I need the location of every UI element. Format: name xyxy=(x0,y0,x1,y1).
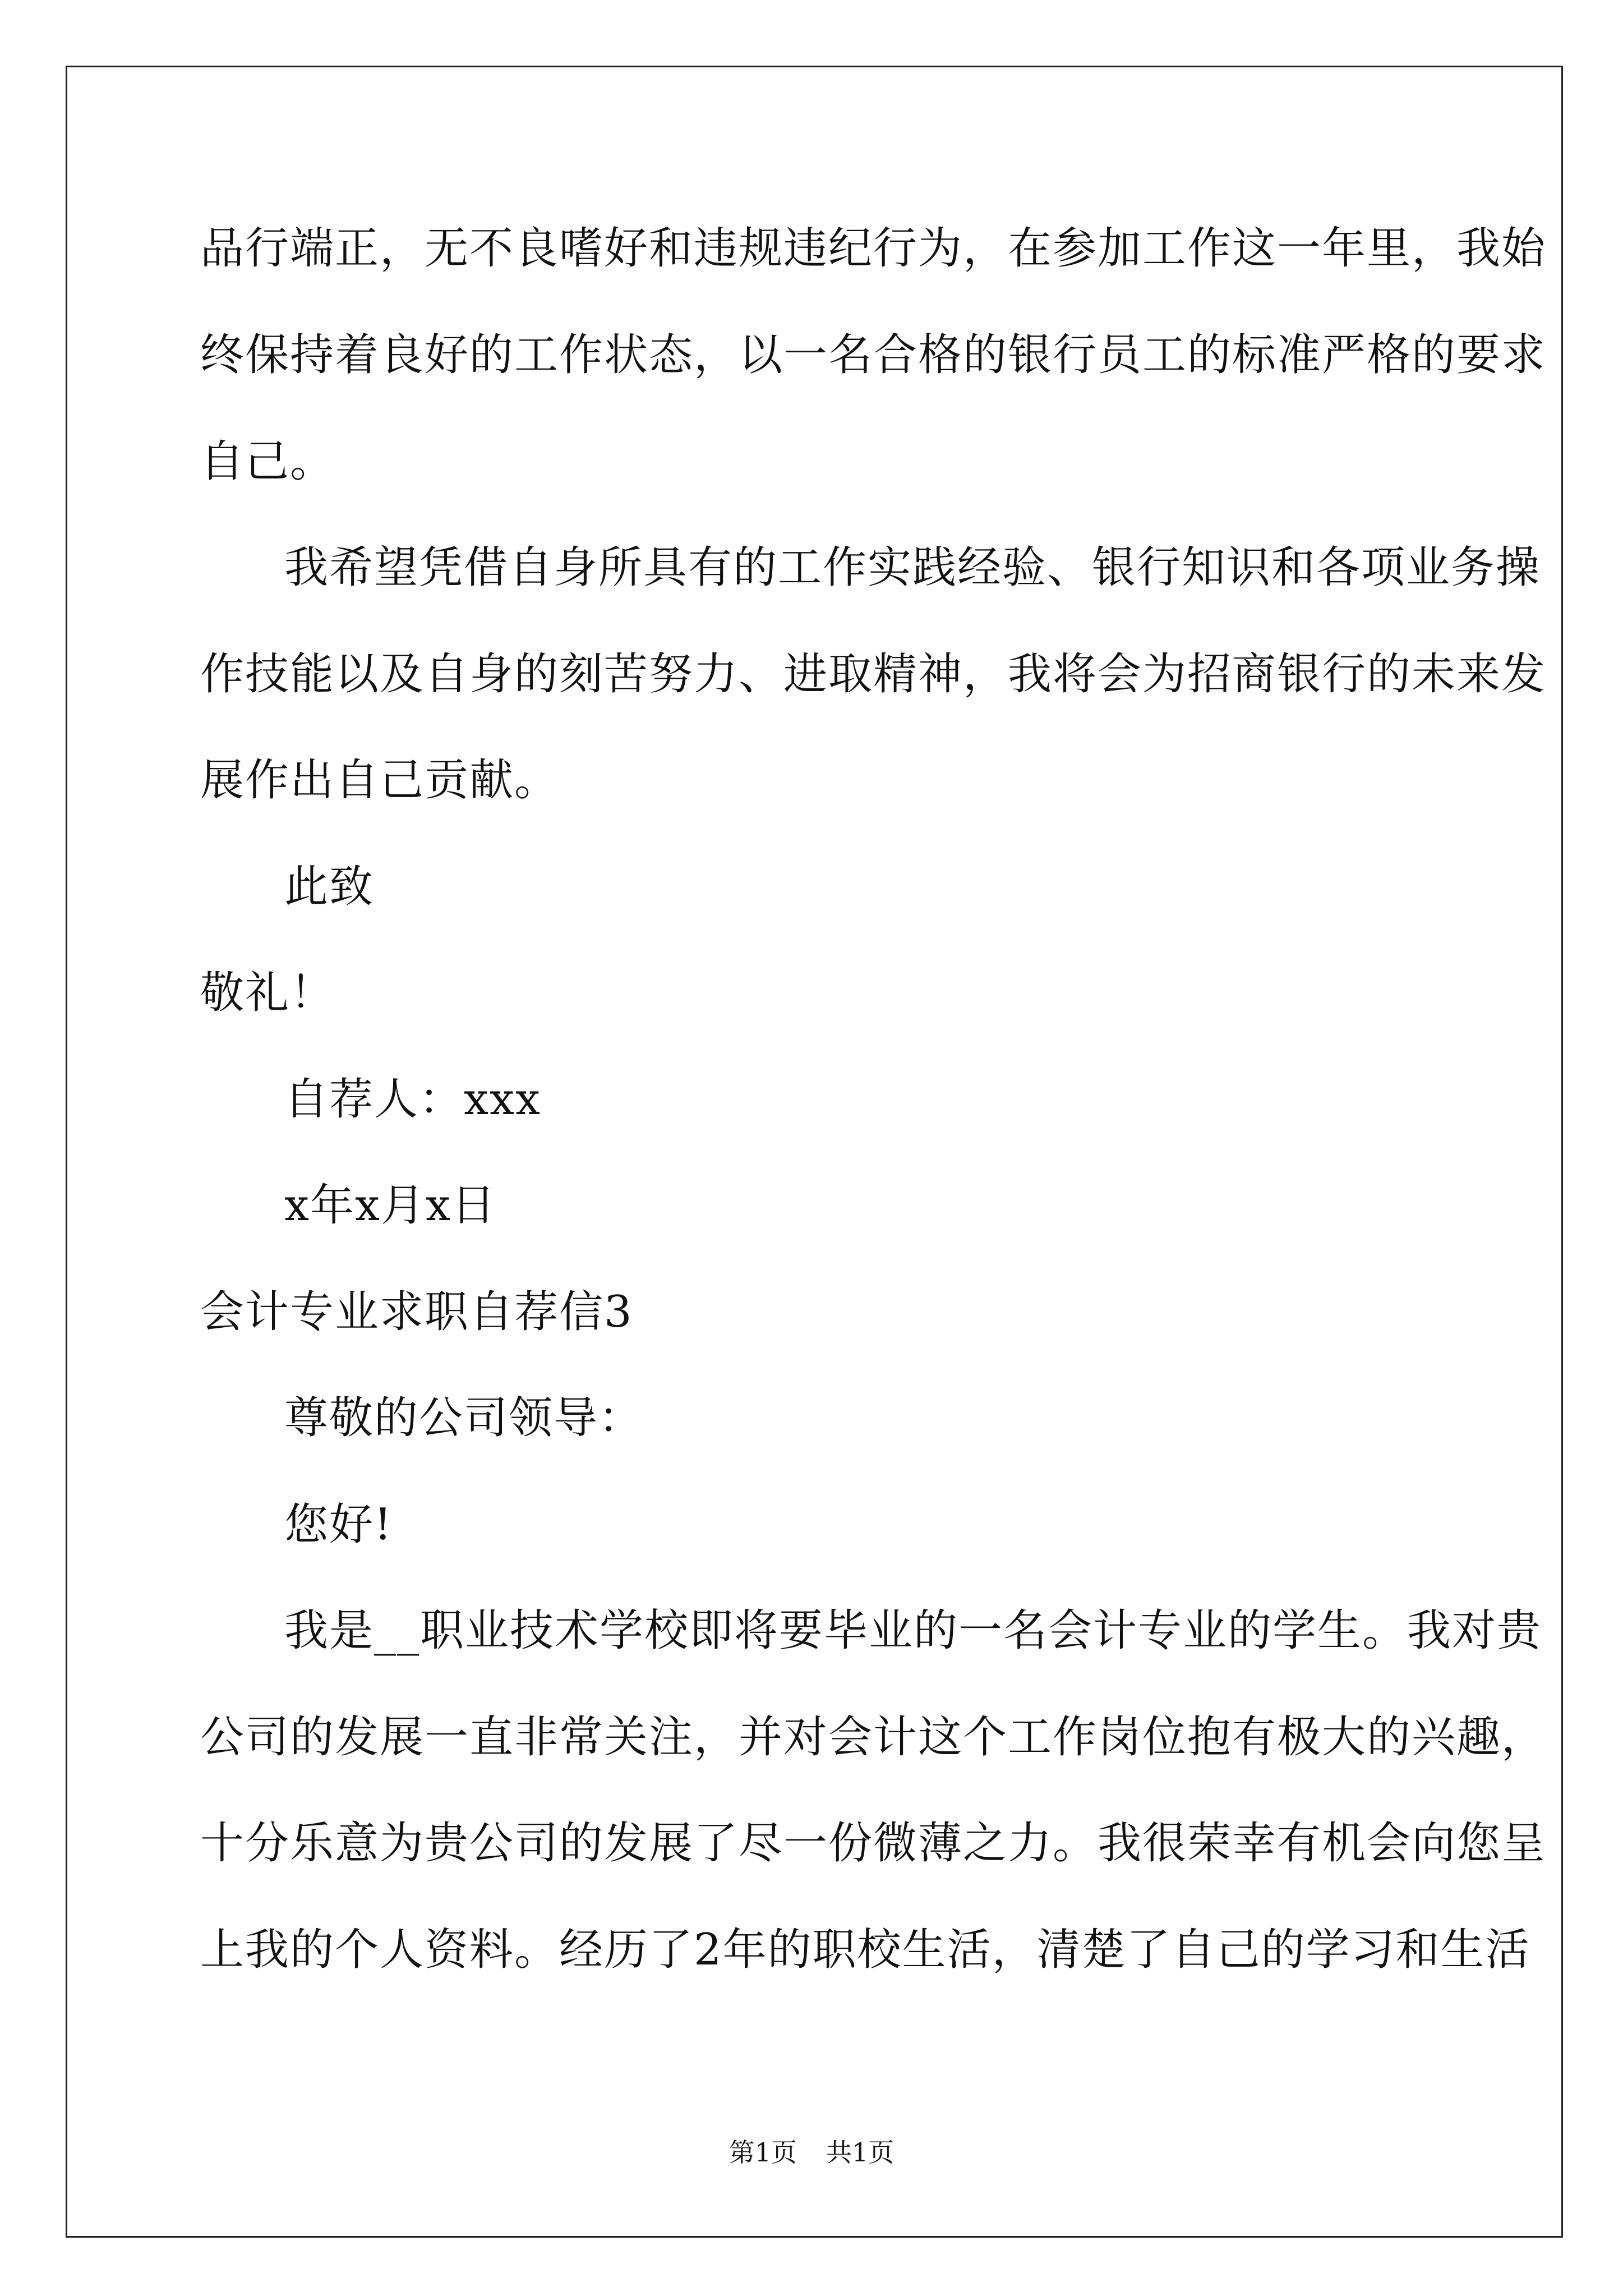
body-line: 十分乐意为贵公司的发展了尽一份微薄之力。我很荣幸有机会向您呈 xyxy=(200,1818,1547,1869)
body-line: 我希望凭借自身所具有的工作实践经验、银行知识和各项业务操 xyxy=(284,542,1541,593)
closing-line: 敬礼！ xyxy=(200,968,335,1018)
greeting-line: 您好! xyxy=(284,1499,393,1550)
body-line: 自己。 xyxy=(200,436,335,487)
page-footer xyxy=(0,2137,1623,2168)
date-line: x年x月x日 xyxy=(284,1180,496,1231)
body-line: 我是__职业技术学校即将要毕业的一名会计专业的学生。我对贵 xyxy=(284,1605,1542,1656)
page-frame xyxy=(66,66,1563,2238)
section-heading: 会计专业求职自荐信3 xyxy=(200,1287,633,1337)
page-number: 第1页 xyxy=(728,2137,797,2168)
salutation-line: 此致 xyxy=(284,862,375,912)
page-total: 共1页 xyxy=(826,2137,895,2168)
body-line: 展作出自己贡献。 xyxy=(200,755,560,806)
body-line: 终保持着良好的工作状态，以一名合格的银行员工的标准严格的要求 xyxy=(200,330,1547,380)
greeting-line: 尊敬的公司领导： xyxy=(284,1393,644,1443)
signature-line: 自荐人：xxx xyxy=(284,1074,541,1125)
body-line: 品行端正，无不良嗜好和违规违纪行为，在参加工作这一年里，我始 xyxy=(200,223,1547,274)
body-line: 上我的个人资料。经历了2年的职校生活，清楚了自己的学习和生活 xyxy=(200,1925,1530,1975)
body-line: 作技能以及自身的刻苦努力、进取精神，我将会为招商银行的未来发 xyxy=(200,649,1547,700)
body-line: 公司的发展一直非常关注，并对会计这个工作岗位抱有极大的兴趣， xyxy=(200,1712,1547,1763)
